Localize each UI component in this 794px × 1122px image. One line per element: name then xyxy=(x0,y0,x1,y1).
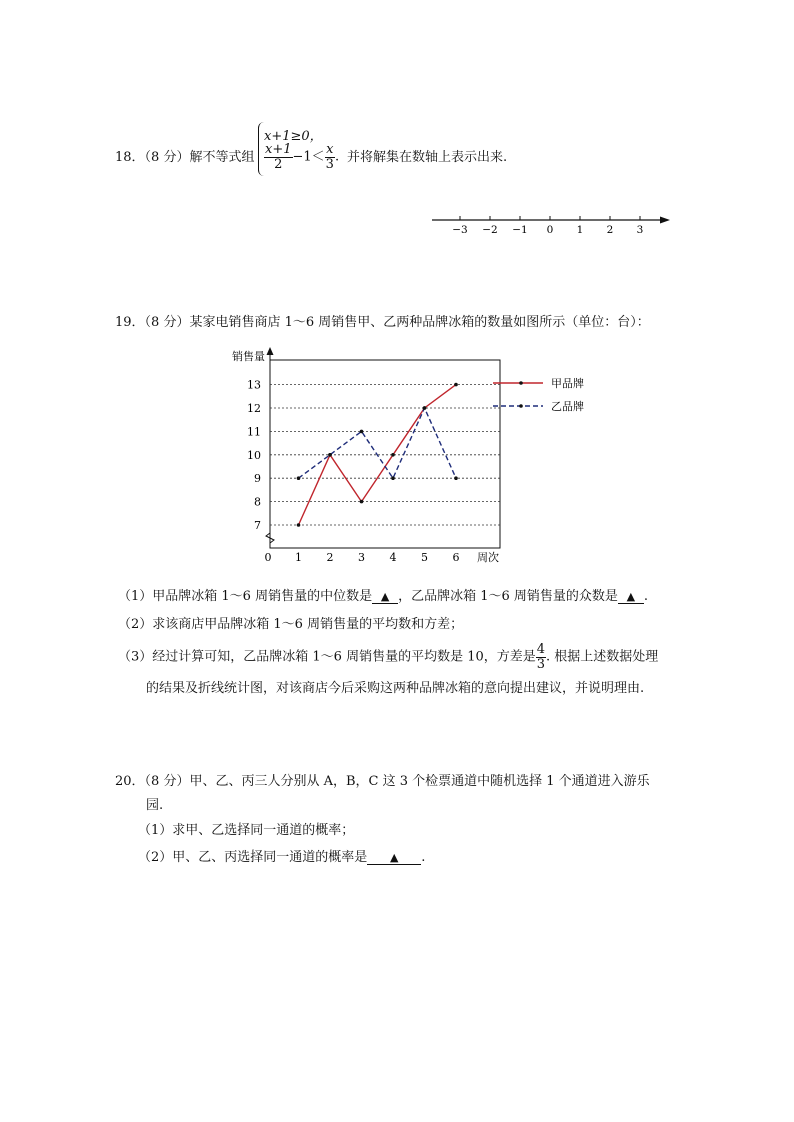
number-line-tick-label: −3 xyxy=(452,224,468,236)
q19-sub3-text-b: . 根据上述数据处理 xyxy=(546,649,659,665)
q18-inequality-2 xyxy=(264,143,339,171)
q20-prompt-line2: 园. xyxy=(146,798,164,813)
number-line-tick-label: 1 xyxy=(576,224,584,236)
chart-data-point xyxy=(391,453,395,457)
chart-x-tick-label: 3 xyxy=(358,551,365,564)
q19-prompt: 某家电销售商店 1～6 周销售甲、乙两种品牌冰箱的数量如图所示（单位：台）： xyxy=(189,315,650,330)
q19-sub2: （2）求该商店甲品牌冰箱 1～6 周销售量的平均数和方差； xyxy=(118,617,464,632)
q20-sub2-text-b: . xyxy=(421,850,426,865)
number-line-tick-label: 0 xyxy=(546,224,554,236)
chart-data-point xyxy=(328,453,332,457)
chart-data-point xyxy=(454,476,458,480)
chart-x-tick-label: 5 xyxy=(421,551,428,564)
chart-y-tick-label: 10 xyxy=(247,448,261,462)
chart-y-label: 销售量 xyxy=(232,350,265,363)
q20-prompt-line1: 甲、乙、丙三人分别从 A，B，C 这 3 个检票通道中随机选择 1 个通道进入游乐 xyxy=(189,774,650,789)
chart-x-tick-label: 2 xyxy=(326,551,334,564)
chart-y-tick-label: 11 xyxy=(247,425,261,439)
q20-sub1: （1）求甲、乙选择同一通道的概率； xyxy=(138,823,355,838)
legend-label: 甲品牌 xyxy=(551,377,584,390)
q19-number: 19． xyxy=(115,315,145,330)
chart-x-tick-label: 0 xyxy=(264,551,272,564)
q19-sub1-answer-blank-2: ▲ xyxy=(618,590,644,604)
q19-sub3-line2: 的结果及折线统计图，对该商店今后采购这两种品牌冰箱的意向提出建议，并说明理由. xyxy=(146,681,645,696)
q18-ineq2-mid: −1＜ xyxy=(292,149,325,165)
number-line-tick-label: 2 xyxy=(606,224,614,236)
q18-points: （8 分） xyxy=(144,150,190,165)
number-line-arrow xyxy=(660,217,670,224)
chart-data-point xyxy=(423,406,427,410)
q20-sub2 xyxy=(138,846,425,865)
q19-sub3-text-a: （3）经过计算可知，乙品牌冰箱 1～6 周销售量的平均数是 10，方差是 xyxy=(118,649,536,665)
chart-x-tick-label: 6 xyxy=(452,551,460,564)
q18-fraction-left: $\frac{x+1}{2}$ xyxy=(265,142,292,172)
chart-x-tick-label: 4 xyxy=(389,551,397,564)
q18-ineq2-end: . xyxy=(334,149,340,165)
legend-marker xyxy=(519,381,523,385)
q19-sub1-text-c: . xyxy=(643,589,649,604)
chart-data-point xyxy=(360,500,364,504)
chart-x-label: 周次 xyxy=(477,551,499,564)
q20-sub2-text-a: （2）甲、乙、丙选择同一通道的概率是 xyxy=(138,850,368,865)
q18-number-line xyxy=(430,210,675,242)
q20-points: （8 分） xyxy=(144,774,190,789)
number-line-tick-label: −1 xyxy=(512,224,528,236)
q20-sub2-answer-blank: ▲ xyxy=(367,851,421,865)
chart-y-tick-label: 12 xyxy=(247,402,261,415)
q19-sub1-answer-blank-1: ▲ xyxy=(372,590,398,604)
chart-x-tick-label: 1 xyxy=(295,551,302,564)
q18-inequality-1: x+1≥0， xyxy=(264,129,323,144)
chart-y-tick-label: 7 xyxy=(254,519,261,532)
chart-data-point xyxy=(360,430,364,434)
chart-y-tick-label: 13 xyxy=(247,378,261,392)
q19-sub3-fraction: $\frac{4}{3}$ xyxy=(536,642,546,672)
q20-header xyxy=(115,770,650,789)
q18-fraction-right: $\frac{x}{3}$ xyxy=(325,142,334,172)
chart-data-point xyxy=(391,476,395,480)
q18-prompt: 解不等式组 xyxy=(189,150,255,165)
q19-header xyxy=(115,311,650,330)
legend-label: 乙品牌 xyxy=(551,400,584,413)
q19-sub1-text-b: ，乙品牌冰箱 1～6 周销售量的众数是 xyxy=(398,589,618,604)
q18-number: 18． xyxy=(115,150,145,165)
chart-data-point xyxy=(454,383,458,387)
chart-y-tick-label: 8 xyxy=(254,495,261,509)
chart-y-tick-label: 9 xyxy=(254,472,261,486)
number-line-tick-label: −2 xyxy=(482,224,498,236)
q18-suffix: 并将解集在数轴上表示出来. xyxy=(347,150,508,165)
q20-number: 20． xyxy=(115,774,145,789)
legend-marker xyxy=(519,404,523,408)
q19-line-chart xyxy=(225,345,605,570)
chart-series-line-2 xyxy=(299,408,457,478)
chart-data-point xyxy=(297,523,301,527)
q19-sub1-text-a: （1）甲品牌冰箱 1～6 周销售量的中位数是 xyxy=(118,589,373,604)
chart-data-point xyxy=(297,476,301,480)
q18-header xyxy=(115,146,254,165)
number-line-tick-label: 3 xyxy=(636,224,644,236)
q19-points: （8 分） xyxy=(144,315,190,330)
chart-frame xyxy=(270,360,500,548)
q19-sub3 xyxy=(118,643,658,671)
chart-y-arrow xyxy=(267,347,274,355)
q19-sub1 xyxy=(118,585,648,604)
